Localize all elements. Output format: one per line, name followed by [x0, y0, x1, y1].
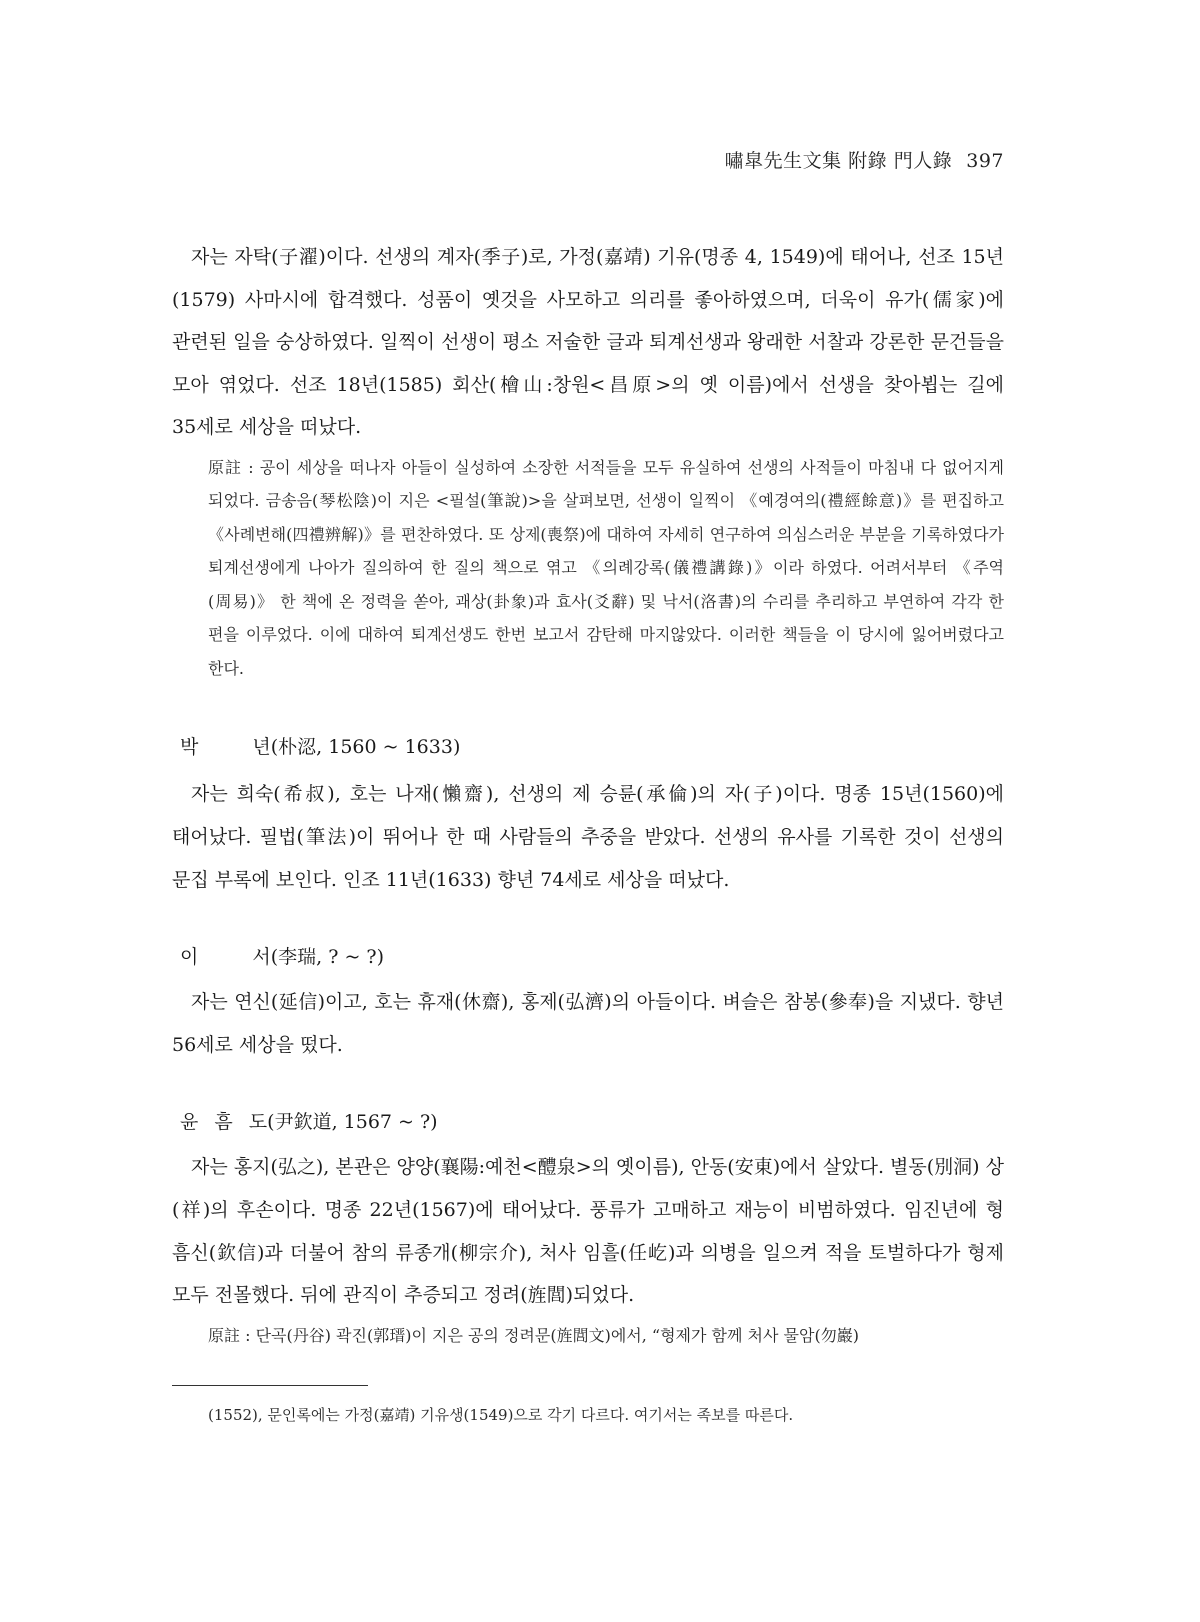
entry-heading	[172, 943, 1004, 971]
entry-paragraph: 자는 홍지(弘之), 본관은 양양(襄陽:예천<醴泉>의 옛이름), 안동(安東)에서 살았다. 별동(別洞) 상(祥)의 후손이다. 명종 22년(1567)에 태어났다. 풍류가 고매하고 재능이 비범하였다. 임진년에 형 흠신(欽信)과 더불어 참의 류종개(柳宗介), 처사 임흘(任屹)과 의병을 일으켜 적을 토벌하다가 형제 모두 전몰했다. 뒤에 관직이 추증되고 정려(旌閭)되었다.	[172, 1156, 1004, 1307]
footnote-divider	[172, 1385, 368, 1386]
intro-paragraph: 자는 자탁(子濯)이다. 선생의 계자(季子)로, 가정(嘉靖) 기유(명종 4, 1549)에 태어나, 선조 15년(1579) 사마시에 합격했다. 성품이 옛것을 사모하고 의리를 좋아하였으며, 더욱이 유가(儒家)에 관련된 일을 숭상하였다. 일찍이 선생이 평소 저술한 글과 퇴계선생과 왕래한 서찰과 강론한 문건들을 모아 엮었다. 선조 18년(1585) 회산(檜山:창원<昌原>의 옛 이름)에서 선생을 찾아뵙는 길에 35세로 세상을 떠났다.	[172, 246, 1004, 439]
entry-park-nyeon	[172, 733, 1004, 901]
entry-meta: (李瑞, ? ~ ?)	[270, 946, 385, 969]
header-title: 嘯皐先生文集 附錄 門人錄	[724, 150, 953, 172]
entry-meta: (尹欽道, 1567 ~ ?)	[267, 1111, 438, 1134]
entry-name: 윤 흠 도	[180, 1111, 268, 1134]
page-number: 397	[966, 150, 1004, 172]
intro-original-note: 原註 : 공이 세상을 떠나자 아들이 실성하여 소장한 서적들을 모두 유실하여 선생의 사적들이 마침내 다 없어지게 되었다. 금송음(琴松陰)이 지은 <필설(筆說)>을 살펴보면, 선생이 일찍이 《예경여의(禮經餘意)》를 편집하고 《사례변해(四禮辨解)》를 편찬하였다. 또 상제(喪祭)에 대하여 자세히 연구하여 의심스러운 부분을 기록하였다가 퇴계선생에게 나아가 질의하여 한 질의 책으로 엮고 《의례강록(儀禮講錄)》이라 하였다. 어려서부터 《주역(周易)》 한 책에 온 정력을 쏟아, 괘상(卦象)과 효사(爻辭) 및 낙서(洛書)의 수리를 추리하고 부연하여 각각 한 편을 이루었다. 이에 대하여 퇴계선생도 한번 보고서 감탄해 마지않았다. 이러한 책들을 이 당시에 잃어버렸다고 한다.	[208, 457, 1004, 678]
entry-yun-heumdo	[172, 1108, 1004, 1352]
entry-lee-seo	[172, 943, 1004, 1066]
entry-name: 이 서	[180, 946, 271, 969]
document-page	[172, 0, 1004, 1622]
entry-heading	[172, 733, 1004, 761]
entry-original-note: 原註 : 단곡(丹谷) 곽진(郭瑨)이 지은 공의 정려문(旌閭文)에서, “형제가 함께 처사 물암(勿巖)	[208, 1325, 859, 1345]
entry-meta: (朴涊, 1560 ~ 1633)	[270, 736, 461, 759]
footnote: (1552), 문인록에는 가정(嘉靖) 기유생(1549)으로 각기 다르다. 여기서는 족보를 따른다.	[208, 1406, 794, 1424]
entry-paragraph: 자는 연신(延信)이고, 호는 휴재(休齋), 홍제(弘濟)의 아들이다. 벼슬은 참봉(參奉)을 지냈다. 향년 56세로 세상을 떴다.	[172, 991, 1004, 1056]
entry-paragraph: 자는 희숙(希叔), 호는 나재(懶齋), 선생의 제 승륜(承倫)의 자(子)이다. 명종 15년(1560)에 태어났다. 필법(筆法)이 뛰어나 한 때 사람들의 추중을 받았다. 선생의 유사를 기록한 것이 선생의 문집 부록에 보인다. 인조 11년(1633) 향년 74세로 세상을 떠났다.	[172, 783, 1004, 891]
entry-name: 박 년	[180, 736, 271, 759]
running-header	[725, 146, 1004, 173]
entry-heading	[172, 1108, 1004, 1136]
body-text	[172, 236, 1004, 1352]
